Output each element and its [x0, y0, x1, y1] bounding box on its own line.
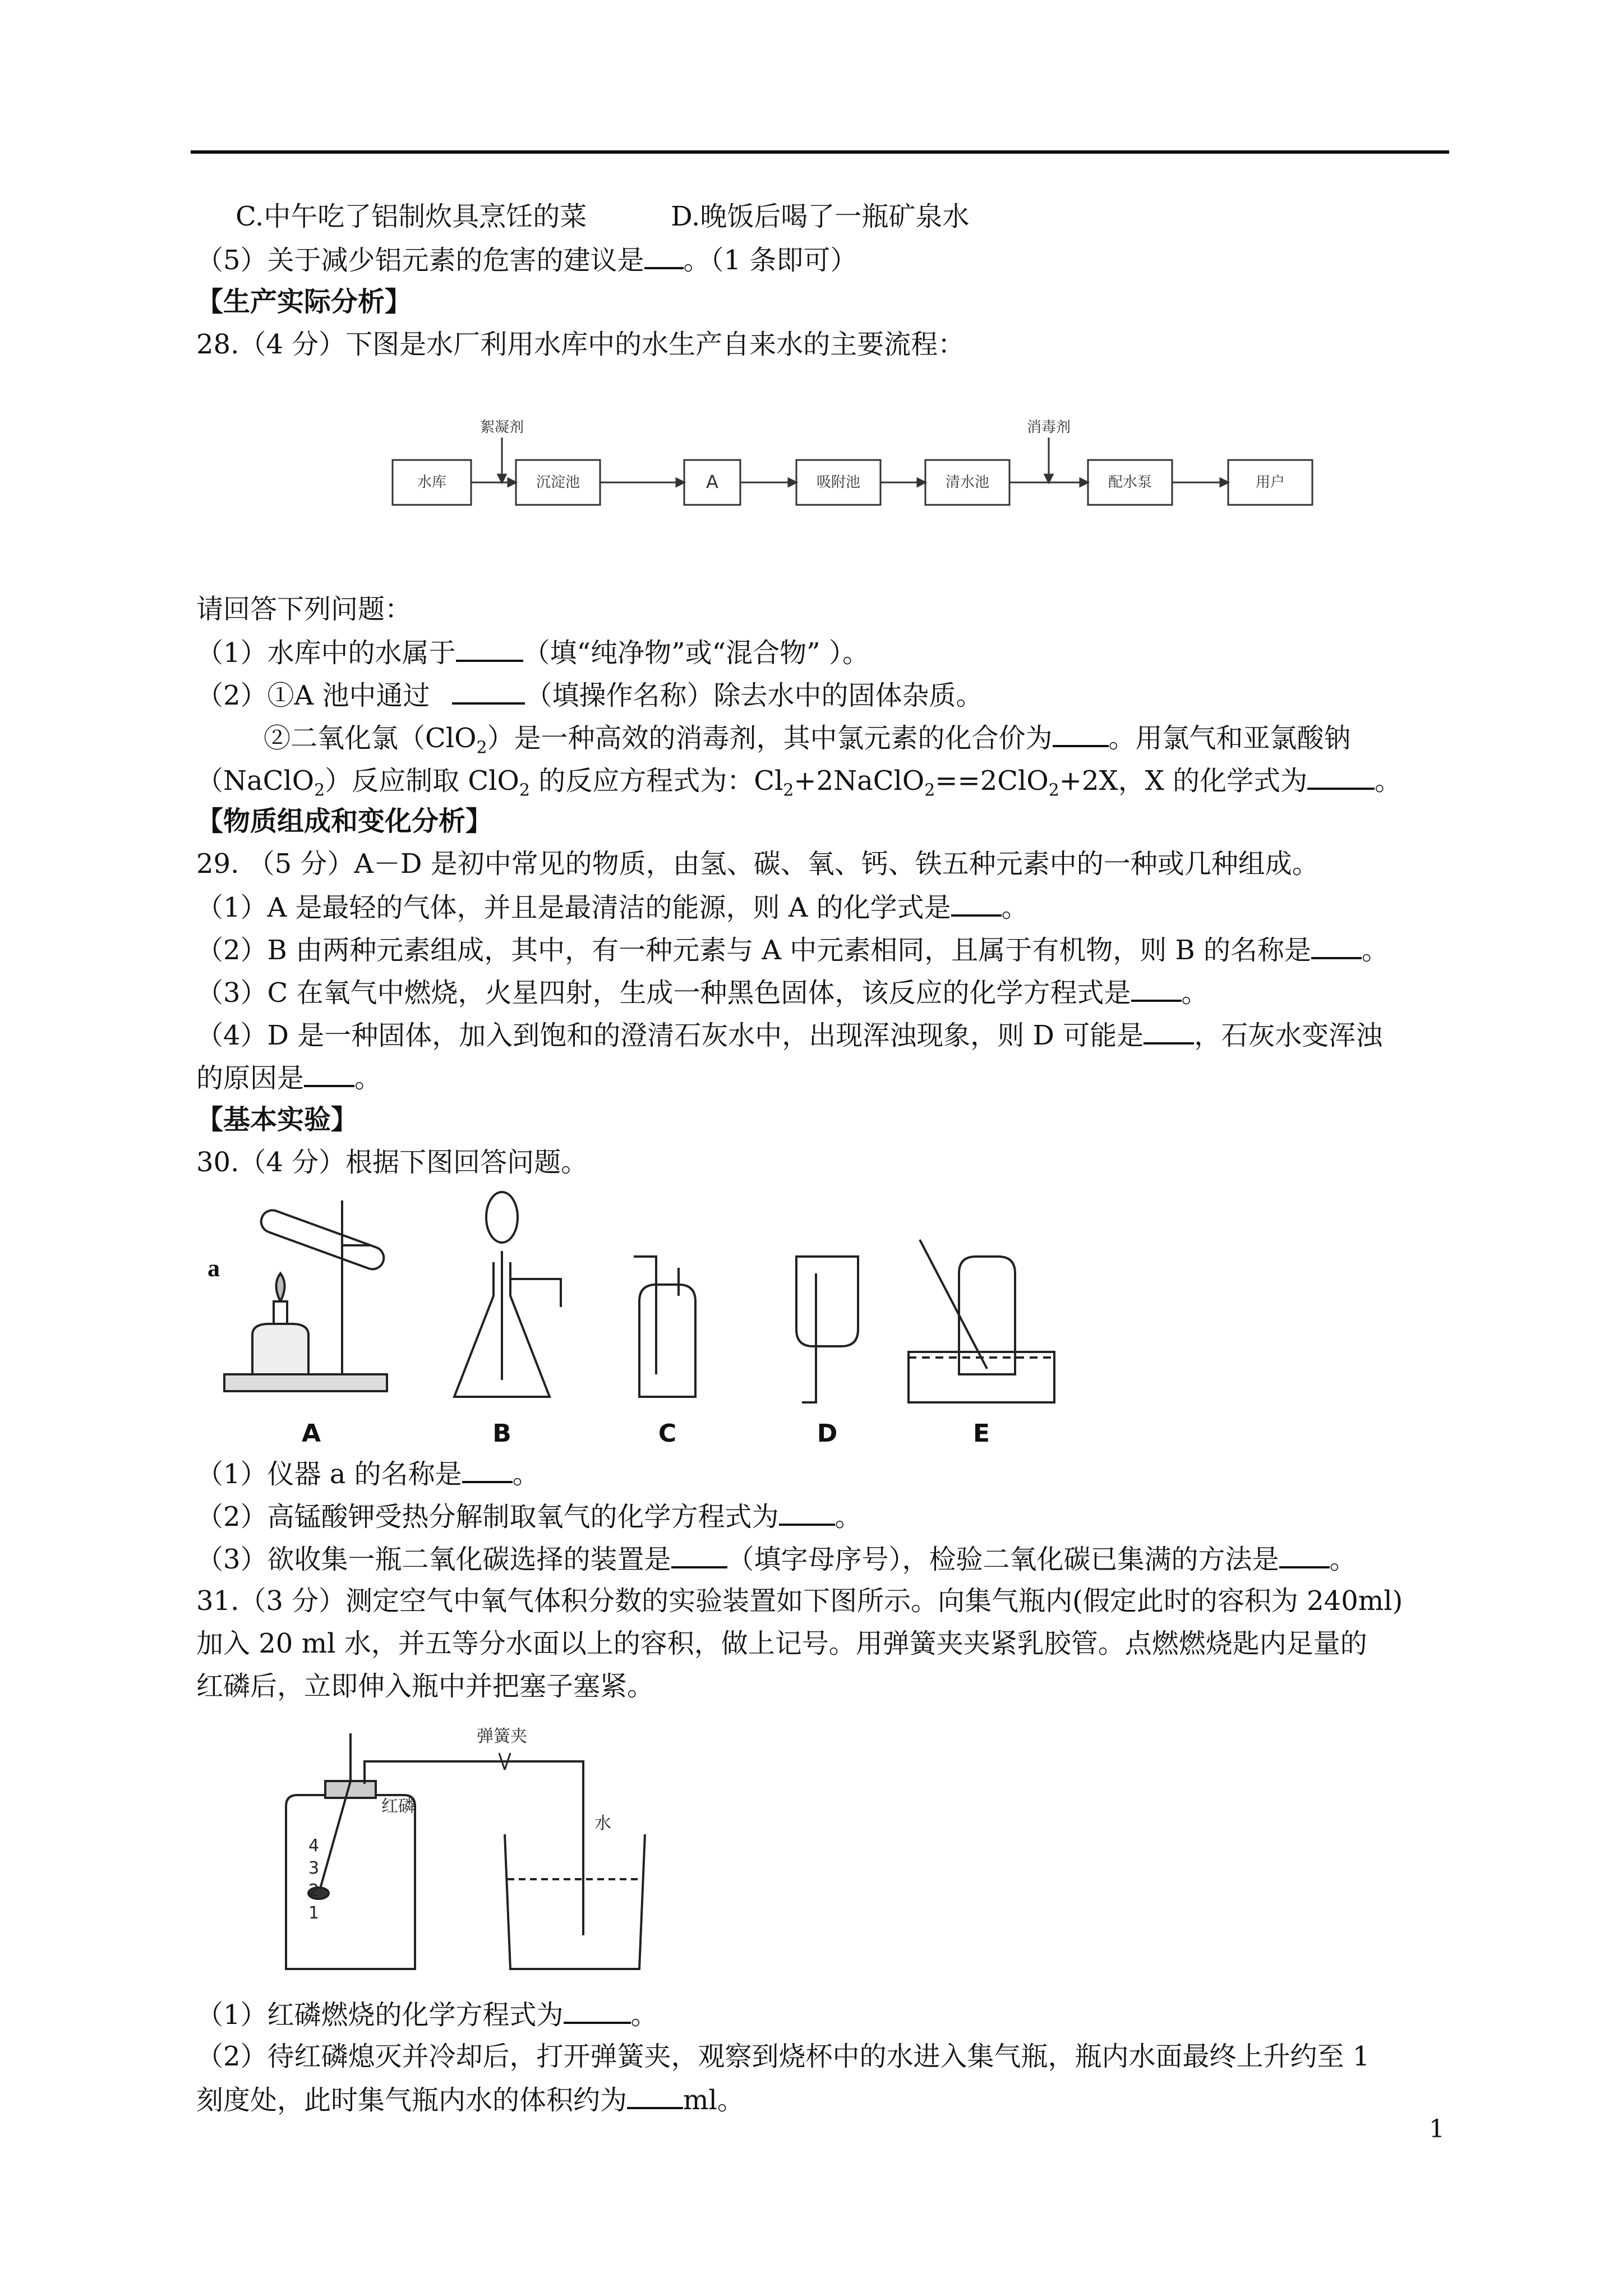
- answer-blank: [1307, 763, 1375, 790]
- section-production: 【生产实际分析】: [196, 286, 412, 318]
- label-red-phosphorus: 红磷: [381, 1797, 415, 1816]
- q28-part1: （1）水库中的水属于 （填“纯净物”或“混合物” ）。: [196, 635, 869, 670]
- scale-mark-2: 2: [308, 1881, 320, 1901]
- q29-part2: （2）B 由两种元素组成，其中，有一种元素与 A 中元素相同，且属于有机物，则 B 的名称是 。: [196, 932, 1389, 967]
- figure-label-a: A: [301, 1419, 321, 1448]
- q29-part4: （4）D 是一种固体，加入到饱和的澄清石灰水中，出现浑浊现象，则 D 可能是 ，石灰水变浑浊: [196, 1018, 1382, 1052]
- q30-part3: （3）欲收集一瓶二氧化碳选择的装置是 （填字母序号），检验二氧化碳已集满的方法是 。: [196, 1542, 1357, 1576]
- header-rule: [191, 150, 1449, 154]
- q31-part1: （1）红磷燃烧的化学方程式为 。: [196, 1997, 658, 2032]
- answer-blank: [951, 890, 1002, 917]
- q29-part1: （1）A 是最轻的气体，并且是最清洁的能源，则 A 的化学式是 。: [196, 890, 1029, 924]
- scale-mark-4: 4: [308, 1836, 320, 1856]
- apparatus-a-test-tube: [258, 1207, 387, 1272]
- answer-blank: [779, 1499, 835, 1526]
- answer-blank: [1279, 1542, 1330, 1568]
- section-substance: 【物质组成和变化分析】: [196, 806, 493, 837]
- q31-line1: 31.（3 分）测定空气中氧气体积分数的实验装置如下图所示。向集气瓶内(假定此时的容积为 240ml): [196, 1585, 1403, 1617]
- q31-part2b: 刻度处，此时集气瓶内水的体积约为 ml。: [196, 2082, 744, 2117]
- apparatus-a-base: [224, 1374, 387, 1391]
- answer-blank: [564, 1997, 631, 2024]
- flow-label-adsorption: 吸附池: [816, 474, 861, 491]
- q29-part4b: 的原因是 。: [196, 1060, 381, 1095]
- option-c: C.中午吃了铝制炊具烹饪的菜: [236, 201, 587, 232]
- q28-prompt: 请回答下列问题：: [196, 593, 412, 625]
- label-spring-clip: 弹簧夹: [477, 1727, 527, 1746]
- apparatus-c-bottle: [639, 1285, 695, 1397]
- figure-label-d: D: [817, 1419, 838, 1448]
- figure-label-b: B: [492, 1419, 511, 1448]
- q28-part2c: （NaClO$_2$）反应制取 ClO$_2$ 的反应方程式为：$Cl_2+2NaClO_2==2ClO_2+2X$，X 的化学式为 。: [196, 763, 1401, 808]
- flow-label-user: 用户: [1255, 474, 1285, 491]
- flow-label-a: A: [706, 471, 718, 493]
- q29-title: 29. （5 分）A－D 是初中常见的物质，由氢、碳、氧、钙、铁五种元素中的一种或几种组成。: [196, 848, 1319, 880]
- answer-blank: [456, 635, 523, 662]
- flow-label-disinfectant: 消毒剂: [1026, 419, 1071, 436]
- option-d: D.晚饭后喝了一瓶矿泉水: [671, 201, 970, 232]
- answer-blank: [1053, 720, 1109, 747]
- q31-part2a: （2）待红磷熄灭并冷却后，打开弹簧夹，观察到烧杯中的水进入集气瓶，瓶内水面最终上升约至 1: [196, 2041, 1370, 2072]
- page-number: 1: [1429, 2115, 1445, 2143]
- scale-mark-1: 1: [308, 1903, 320, 1923]
- oxygen-volume-apparatus: [252, 1722, 679, 1991]
- q28-part2: （2）①A 池中通过 （填操作名称）除去水中的固体杂质。: [196, 678, 983, 712]
- figure-label-e: E: [972, 1419, 990, 1448]
- answer-blank: [1131, 975, 1182, 1002]
- apparatus-label-a: a: [208, 1254, 220, 1282]
- flow-label-sedimentation: 沉淀池: [536, 474, 580, 491]
- flow-label-reservoir: 水库: [417, 474, 447, 491]
- q27-part5: （5）关于减少铝元素的危害的建议是 。（1 条即可）: [196, 242, 857, 277]
- q31-line3: 红磷后，立即伸入瓶中并把塞子塞紧。: [196, 1671, 654, 1702]
- label-water: 水: [594, 1814, 611, 1833]
- figure-label-c: C: [658, 1419, 677, 1448]
- q28-title: 28.（4 分）下图是水厂利用水库中的水生产自来水的主要流程：: [196, 329, 965, 360]
- answer-blank: [304, 1060, 354, 1087]
- water-treatment-flowchart: [381, 415, 1324, 527]
- flow-label-coagulant: 絮凝剂: [479, 419, 524, 436]
- lab-apparatus-figure: [191, 1184, 1144, 1453]
- q30-part1: （1）仪器 a 的名称是 。: [196, 1456, 540, 1491]
- scale-mark-3: 3: [308, 1858, 320, 1878]
- q30-part2: （2）高锰酸钾受热分解制取氧气的化学方程式为 。: [196, 1499, 862, 1534]
- answer-blank: [671, 1542, 727, 1568]
- apparatus-d-bottle: [796, 1257, 858, 1346]
- q31-line2: 加入 20 ml 水，并五等分水面以上的容积，做上记号。用弹簧夹夹紧乳胶管。点燃燃烧匙内足量的: [196, 1628, 1367, 1659]
- q29-part3: （3）C 在氧气中燃烧，火星四射，生成一种黑色固体，该反应的化学方程式是 。: [196, 975, 1209, 1010]
- answer-blank: [627, 2082, 683, 2109]
- answer-blank: [1144, 1018, 1194, 1045]
- q27-options: [236, 200, 969, 233]
- answer-blank: [452, 678, 525, 705]
- answer-blank: [644, 242, 684, 269]
- flow-label-pump: 配水泵: [1108, 474, 1152, 491]
- q30-title: 30.（4 分）根据下图回答问题。: [196, 1147, 588, 1178]
- flow-label-clearwater: 清水池: [945, 474, 990, 491]
- gas-jar: [286, 1795, 415, 1969]
- q28-part2b: ②二氧化氯（ClO$_2$）是一种高效的消毒剂，其中氯元素的化合价为 。用氯气和亚氯酸钠: [264, 720, 1351, 765]
- section-basic: 【基本实验】: [196, 1104, 358, 1135]
- answer-blank: [462, 1456, 513, 1483]
- answer-blank: [1311, 932, 1362, 959]
- beaker: [505, 1834, 645, 1969]
